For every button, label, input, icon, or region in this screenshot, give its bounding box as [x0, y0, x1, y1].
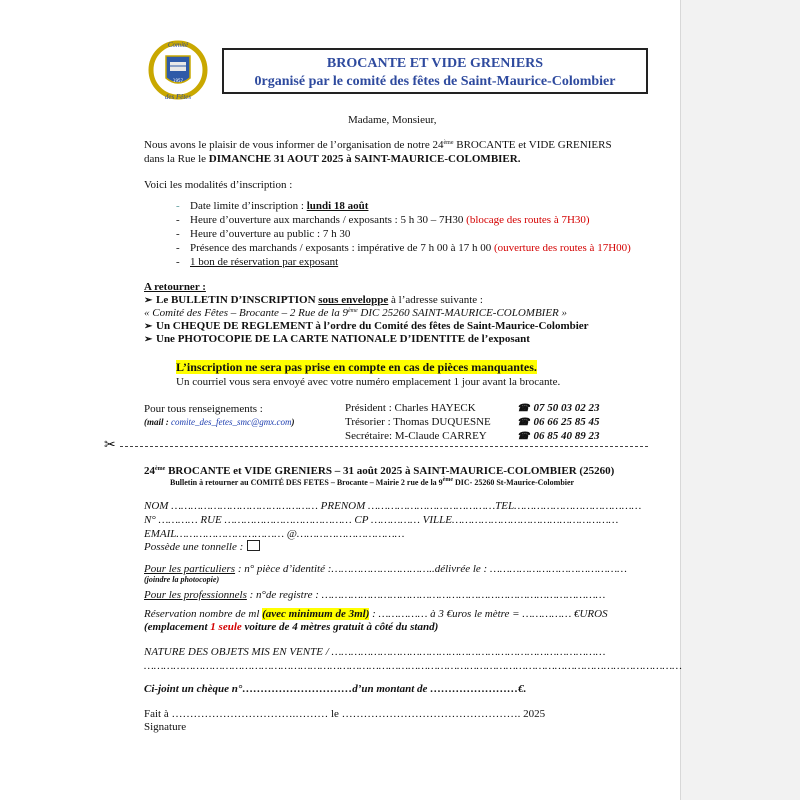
phone-icon: ☎	[517, 403, 530, 414]
list-item: - Heure d’ouverture au public : 7 h 30	[176, 228, 351, 240]
list-item: - 1 bon de réservation par exposant	[176, 256, 339, 268]
tonnelle-row: Possède une tonnelle :	[144, 540, 260, 554]
nature-objets-field-2[interactable]: …………………………………………………………………………………………………………………………………………………	[144, 660, 682, 672]
retour-heading: A retourner :	[144, 281, 206, 293]
signature-label: Signature	[144, 721, 187, 733]
retour-item-bulletin: ➢ Le BULLETIN D’INSCRIPTION sous enveloppe à l’adresse suivante :	[144, 294, 483, 306]
phone-icon: ☎	[517, 431, 530, 442]
contact-phone: ☎ 06 66 25 85 45	[517, 416, 600, 428]
phone-icon: ☎	[517, 417, 530, 428]
form-title: 24ème BROCANTE et VIDE GRENIERS – 31 août 2025 à SAINT-MAURICE-COLOMBIER (25260)	[144, 465, 615, 477]
contact-role: Président : Charles HAYECK	[345, 402, 476, 414]
intro-line-2: dans la Rue le DIMANCHE 31 AOUT 2025 à SAINT-MAURICE-COLOMBIER.	[144, 153, 521, 165]
list-item: - Heure d’ouverture aux marchands / exposants : 5 h 30 – 7H30 (blocage des routes à 7H30)	[176, 214, 590, 226]
email-field[interactable]: EMAIL…………………………… @……………………………	[144, 528, 405, 540]
nom-prenom-tel-field[interactable]: NOM ……………………………………… PRENOM …………………………………TEL…………………………………	[144, 500, 642, 512]
tonnelle-checkbox[interactable]	[247, 540, 260, 551]
intro-line-1: Nous avons le plaisir de vous informer de l’organisation de notre 24ème BROCANTE et VIDE GRENIERS	[144, 139, 612, 151]
particuliers-field[interactable]: Pour les particuliers : n° pièce d’identité :…………………………..délivrée le : ……………………………………	[144, 563, 627, 575]
contact-email: (mail : comite_des_fetes_smc@gmx.com)	[144, 417, 295, 427]
courriel-note: Un courriel vous sera envoyé avec votre numéro emplacement 1 jour avant la brocante.	[176, 376, 561, 388]
title-box	[222, 48, 648, 94]
page-title: BROCANTE ET VIDE GRENIERS	[326, 56, 544, 71]
cheque-field[interactable]: Ci-joint un chèque n°…………………………d’un montant de ……………………€.	[144, 683, 527, 695]
page-subtitle: 0rganisé par le comité des fêtes de Saint-Maurice-Colombier	[254, 74, 616, 89]
contact-phone: ☎ 06 85 40 89 23	[517, 430, 600, 442]
retour-item-cheque: ➢ Un CHEQUE DE REGLEMENT à l’ordre du Comité des fêtes de Saint-Maurice-Colombier	[144, 320, 589, 332]
renseignements-label: Pour tous renseignements :	[144, 403, 263, 415]
reservation-field[interactable]: Réservation nombre de ml (avec minimum de 3ml) : …………… à 3 €uros le mètre = …………… €UROS	[144, 608, 608, 620]
modalites-heading: Voici les modalités d’inscription :	[144, 179, 293, 191]
form-subtitle: Bulletin à retourner au COMITÉ DES FETES – Brocante – Mairie 2 rue de la 9ème DIC- 25260 St-Maurice-Colombier	[170, 477, 575, 487]
professionnels-field[interactable]: Pour les professionnels : n°de registre : ……………………………………………………………………………	[144, 589, 606, 601]
list-item: - Présence des marchands / exposants : impérative de 7 h 00 à 17 h 00 (ouverture des routes à 17H00)	[176, 242, 631, 254]
greeting: Madame, Monsieur,	[348, 114, 437, 126]
emplacement-note: (emplacement 1 seule voiture de 4 mètres gratuit à côté du stand)	[144, 621, 439, 633]
contact-role: Secrétaire: M-Claude CARREY	[345, 430, 487, 442]
list-item: - Date limite d’inscription : lundi 18 août	[176, 200, 369, 212]
cut-line	[120, 446, 648, 447]
retour-address: « Comité des Fêtes – Brocante – 2 Rue de la 9ème DIC 25260 SAINT-MAURICE-COLOMBIER »	[144, 307, 568, 319]
adresse-field[interactable]: N° ………… RUE ………………………………… CP …………… VILLE……………………………………………	[144, 514, 619, 526]
photocopie-note: (joindre la photocopie)	[144, 575, 220, 584]
contact-phone: ☎ 07 50 03 02 23	[517, 402, 600, 414]
svg-text:Comité: Comité	[167, 41, 189, 49]
svg-text:des Fêtes: des Fêtes	[164, 93, 192, 101]
comite-logo	[148, 38, 208, 102]
contact-role: Trésorier : Thomas DUQUESNE	[345, 416, 491, 428]
retour-item-photocopie: ➢ Une PHOTOCOPIE DE LA CARTE NATIONALE D’IDENTITE de l’exposant	[144, 333, 530, 345]
nature-objets-field[interactable]: NATURE DES OBJETS MIS EN VENTE / …………………………………………………………………………	[144, 646, 606, 658]
fait-field[interactable]: Fait à …………………………….……… le …………………………………………. 2025	[144, 708, 546, 720]
svg-text:1957: 1957	[172, 78, 184, 83]
warning-banner: L’inscription ne sera pas prise en compte en cas de pièces manquantes.	[176, 360, 537, 374]
scissors-icon: ✂	[104, 438, 116, 453]
